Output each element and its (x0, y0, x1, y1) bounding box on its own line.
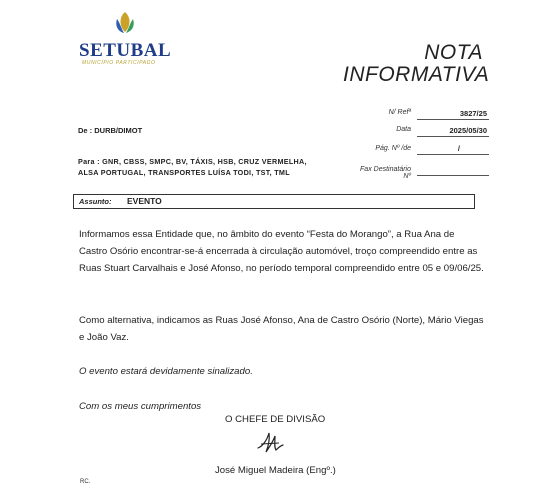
handwritten-signature (255, 430, 285, 456)
signer-name: José Miguel Madeira (Engº.) (215, 465, 336, 476)
closing-greeting: Com os meus cumprimentos (79, 401, 202, 412)
pag-line (417, 154, 489, 155)
ref-value: 3827/25 (459, 109, 487, 118)
doc-title-line1: NOTA (424, 41, 483, 64)
pag-label: Pág. Nº /de (375, 145, 411, 152)
signer-role: O CHEFE DE DIVISÃO (225, 414, 326, 425)
ref-line (417, 119, 489, 120)
data-label: Data (396, 126, 411, 133)
setubal-logo-icon (108, 8, 142, 42)
doc-title-line2: INFORMATIVA (343, 63, 490, 86)
logo-name: SETUBAL (79, 40, 172, 61)
de-field: De : DURB/DIMOT (78, 126, 143, 135)
fax-line (417, 175, 489, 176)
para-line-2: ALSA PORTUGAL, TRANSPORTES LUÍSA TODI, TST, TML (78, 168, 290, 177)
data-line (417, 136, 489, 137)
ref-label: N/ Refª (388, 109, 411, 116)
assunto-value: EVENTO (127, 196, 162, 206)
para-field (78, 156, 307, 178)
body-paragraph-2: Como alternativa, indicamos as Ruas José Afonso, Ana de Castro Osório (Norte), Mário Viegas e João Vaz. (79, 315, 484, 343)
fax-label: Fax Destinatário Nº (360, 166, 411, 180)
para-line-1: Para : GNR, CBSS, SMPC, BV, TÁXIS, HSB, CRUZ VERMELHA, (78, 157, 307, 166)
pag-value: / (457, 144, 460, 153)
body-paragraph-3: O evento estará devidamente sinalizado. (79, 366, 253, 377)
logo-subtitle: MUNICÍPIO PARTICIPADO (82, 60, 156, 66)
assunto-label: Assunto: (79, 197, 112, 206)
data-value: 2025/05/30 (449, 126, 487, 135)
body-paragraph-1: Informamos essa Entidade que, no âmbito do evento “Festa do Morango”, a Rua Ana de Castro Osório encontrar-se-á encerrada à circulação automóvel, troço compreendido entre as Ruas Stuart Carvalhais e José Afonso, no período temporal compreendido entre 05 e 09/06/25. (79, 229, 484, 274)
rc-initials: RC. (80, 479, 91, 485)
